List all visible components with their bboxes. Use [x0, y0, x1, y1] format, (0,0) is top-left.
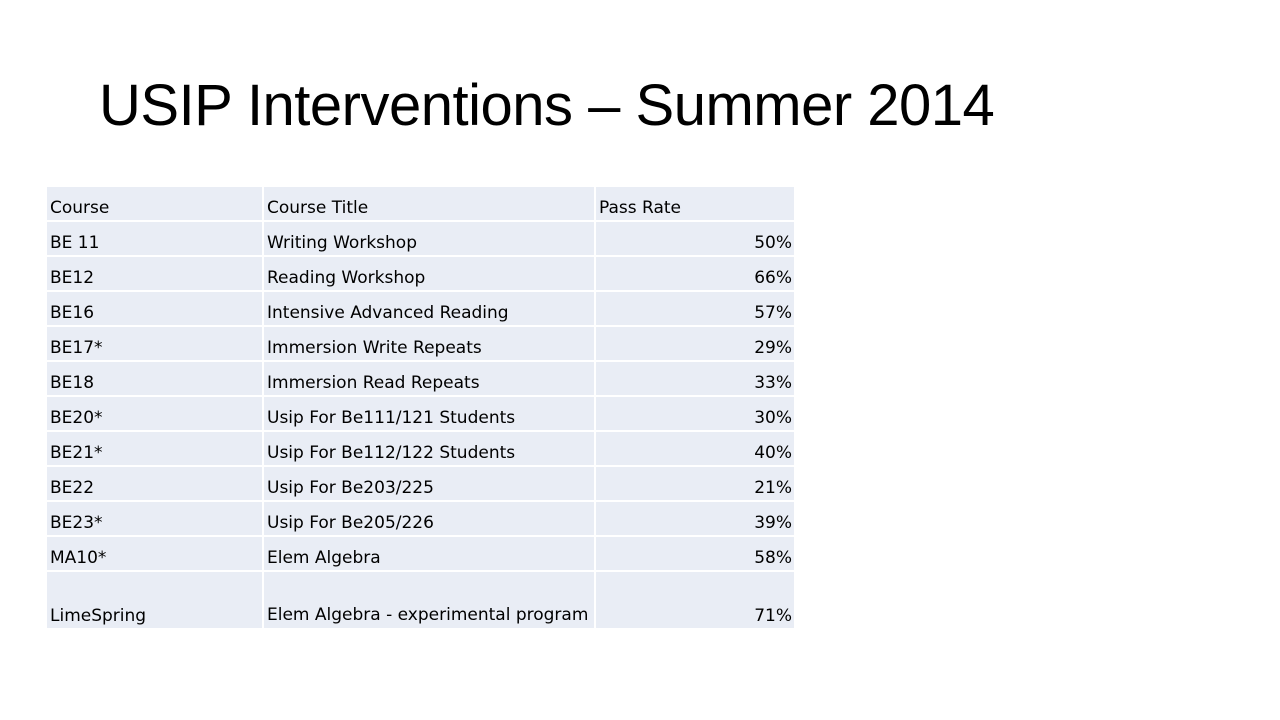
- pass-rate-cell: 71%: [595, 571, 794, 629]
- course-title-cell: Elem Algebra: [263, 536, 595, 571]
- pass-rate-cell: 30%: [595, 396, 794, 431]
- course-title-cell: Reading Workshop: [263, 256, 595, 291]
- course-title-cell: Elem Algebra - experimental program: [263, 571, 595, 629]
- pass-rate-cell: 57%: [595, 291, 794, 326]
- pass-rate-cell: 29%: [595, 326, 794, 361]
- pass-rate-cell: 21%: [595, 466, 794, 501]
- header-course: Course: [47, 187, 263, 221]
- table-row: [47, 256, 794, 291]
- table-header-row: [47, 187, 794, 221]
- pass-rate-table-container: [47, 187, 794, 630]
- course-title-cell: Usip For Be203/225: [263, 466, 595, 501]
- course-title-cell: Usip For Be205/226: [263, 501, 595, 536]
- pass-rate-cell: 58%: [595, 536, 794, 571]
- pass-rate-cell: 40%: [595, 431, 794, 466]
- header-pass-rate: Pass Rate: [595, 187, 794, 221]
- course-cell: BE 11: [47, 221, 263, 256]
- course-title-cell: Writing Workshop: [263, 221, 595, 256]
- table-row: [47, 431, 794, 466]
- pass-rate-cell: 33%: [595, 361, 794, 396]
- course-cell: BE22: [47, 466, 263, 501]
- table-row: [47, 396, 794, 431]
- course-cell: BE17*: [47, 326, 263, 361]
- course-cell: BE23*: [47, 501, 263, 536]
- slide-title: USIP Interventions – Summer 2014: [99, 73, 995, 138]
- course-cell: BE16: [47, 291, 263, 326]
- table-row: [47, 326, 794, 361]
- course-cell: BE18: [47, 361, 263, 396]
- course-cell: BE20*: [47, 396, 263, 431]
- course-cell: BE12: [47, 256, 263, 291]
- course-cell: MA10*: [47, 536, 263, 571]
- pass-rate-cell: 39%: [595, 501, 794, 536]
- course-cell: BE21*: [47, 431, 263, 466]
- pass-rate-cell: 50%: [595, 221, 794, 256]
- table-row: [47, 221, 794, 256]
- course-title-cell: Usip For Be112/122 Students: [263, 431, 595, 466]
- pass-rate-cell: 66%: [595, 256, 794, 291]
- table-row: [47, 501, 794, 536]
- table-row: [47, 571, 794, 629]
- table-row: [47, 536, 794, 571]
- header-course-title: Course Title: [263, 187, 595, 221]
- course-title-cell: Immersion Write Repeats: [263, 326, 595, 361]
- course-title-cell: Immersion Read Repeats: [263, 361, 595, 396]
- course-title-cell: Usip For Be111/121 Students: [263, 396, 595, 431]
- course-title-cell: Intensive Advanced Reading: [263, 291, 595, 326]
- table-row: [47, 361, 794, 396]
- table-row: [47, 291, 794, 326]
- table-row: [47, 466, 794, 501]
- pass-rate-table: [47, 187, 794, 630]
- course-cell: LimeSpring: [47, 571, 263, 629]
